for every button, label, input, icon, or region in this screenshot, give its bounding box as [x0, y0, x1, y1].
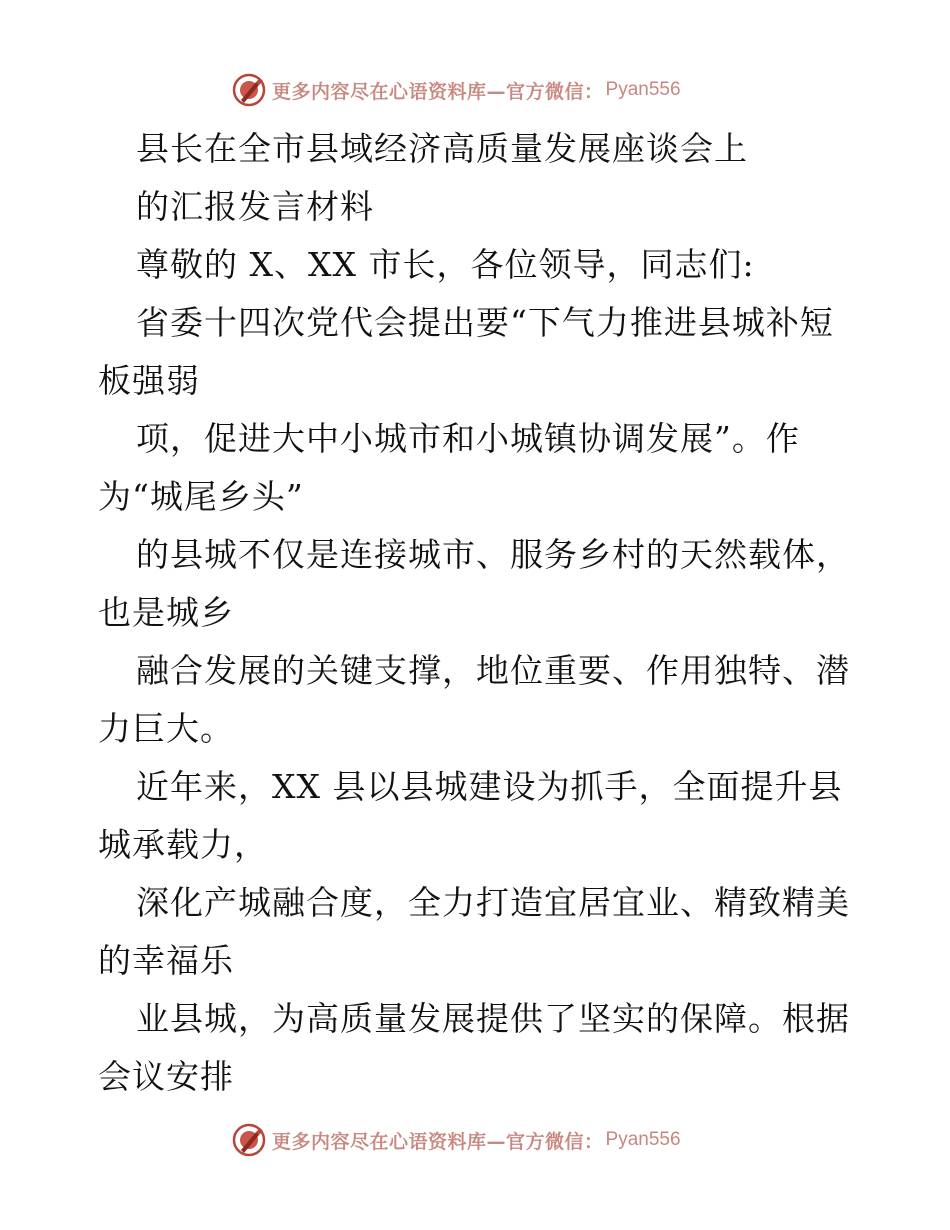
text-line: 的幸福乐	[98, 941, 234, 980]
footer-watermark	[232, 1122, 681, 1158]
text-line: 尊敬的 X、XX 市长，各位领导，同志们:	[136, 245, 755, 284]
pen-logo-icon	[232, 1123, 266, 1157]
document-body	[98, 120, 858, 1106]
text-line: 城承载力，	[98, 825, 268, 864]
header-watermark	[232, 72, 681, 108]
watermark-text: 更多内容尽在心语资料库—官方微信：	[272, 80, 604, 103]
text-line: 的县城不仅是连接城市、服务乡村的天然载体，	[136, 535, 850, 574]
text-line: 也是城乡	[98, 593, 234, 632]
text-line: 会议安排	[98, 1057, 234, 1096]
text-line: 的汇报发言材料	[136, 187, 374, 226]
text-line: 项，促进大中小城市和小城镇协调发展”。作	[136, 419, 800, 458]
watermark-text: 更多内容尽在心语资料库—官方微信：	[272, 1130, 604, 1153]
text-line: 融合发展的关键支撑，地位重要、作用独特、潜	[136, 651, 850, 690]
text-line: 力巨大。	[98, 709, 234, 748]
text-line: 为“城尾乡头”	[98, 477, 304, 516]
text-line: 县长在全市县域经济高质量发展座谈会上	[136, 129, 748, 168]
watermark-handle: Pyan556	[605, 1129, 681, 1150]
text-line: 深化产城融合度，全力打造宜居宜业、精致精美	[136, 883, 850, 922]
text-line: 板强弱	[98, 361, 200, 400]
text-line: 省委十四次党代会提出要“下气力推进县城补短	[136, 303, 834, 342]
text-line: 业县城，为高质量发展提供了坚实的保障。根据	[136, 999, 850, 1038]
watermark-handle: Pyan556	[605, 79, 681, 100]
text-line: 近年来，XX 县以县城建设为抓手，全面提升县	[136, 767, 843, 806]
pen-logo-icon	[232, 73, 266, 107]
